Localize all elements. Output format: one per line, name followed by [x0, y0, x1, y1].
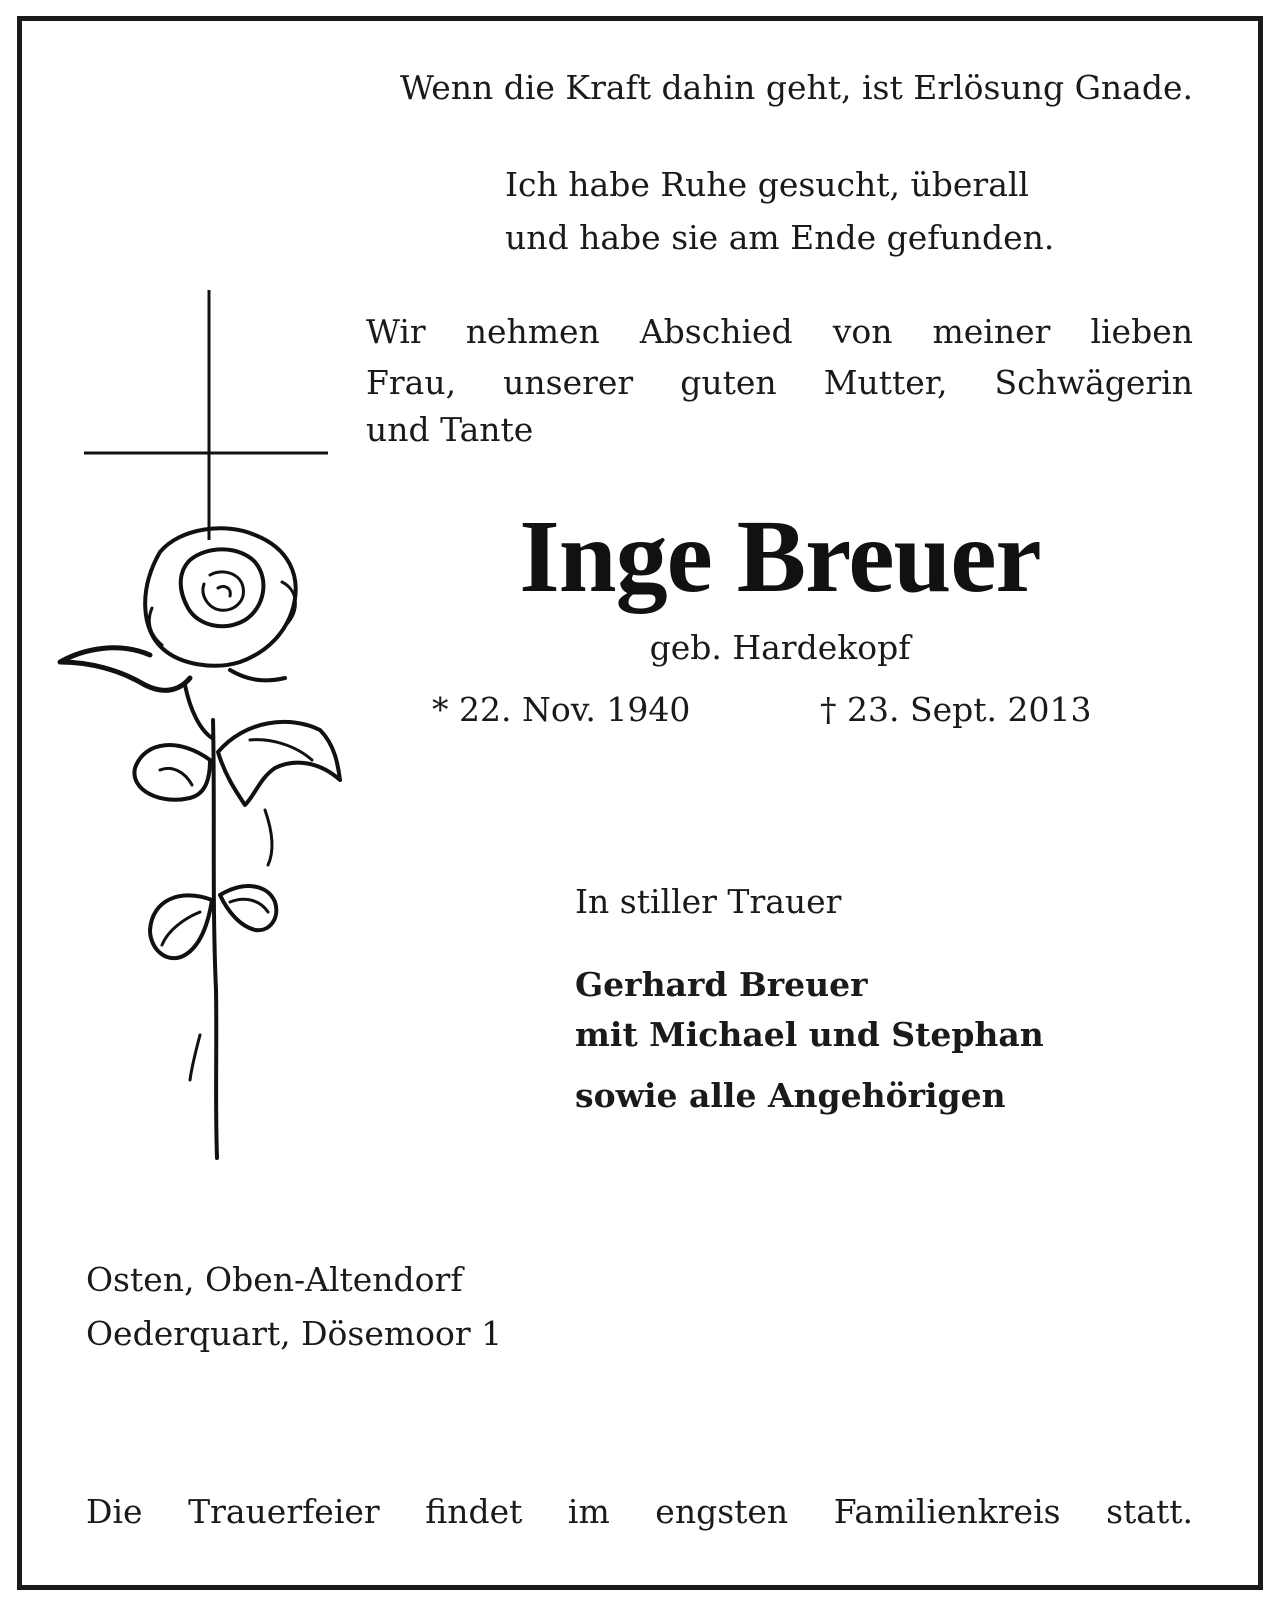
mourner-line-3: sowie alle Angehörigen [575, 1076, 1006, 1115]
intro-line-2: Frau, unserer guten Mutter, Schwägerin [366, 363, 1193, 402]
mourner-line-2: mit Michael und Stephan [575, 1015, 1044, 1054]
motto: Wenn die Kraft dahin geht, ist Erlösung Gnade. [399, 68, 1193, 107]
address-line-1: Osten, Oben-Altendorf [86, 1260, 463, 1299]
intro-line-3: und Tante [366, 410, 534, 449]
rose-icon [60, 528, 340, 1158]
maiden-name: geb. Hardekopf [649, 628, 911, 667]
funeral-note: Die Trauerfeier findet im engsten Familienkreis statt. [86, 1492, 1193, 1531]
death-date: † 23. Sept. 2013 [820, 690, 1092, 729]
deceased-name: Inge Breuer [519, 499, 1041, 614]
cross-icon [84, 290, 328, 540]
mourner-line-1: Gerhard Breuer [575, 965, 868, 1004]
birth-date: * 22. Nov. 1940 [432, 690, 691, 729]
mourning-heading: In stiller Trauer [575, 882, 842, 921]
address-line-2: Oederquart, Dösemoor 1 [86, 1314, 503, 1353]
verse-line-2: und habe sie am Ende gefunden. [505, 218, 1055, 257]
verse-line-1: Ich habe Ruhe gesucht, überall [505, 165, 1029, 204]
intro-line-1: Wir nehmen Abschied von meiner lieben [366, 312, 1193, 351]
cross-rose-illustration [50, 290, 360, 1170]
